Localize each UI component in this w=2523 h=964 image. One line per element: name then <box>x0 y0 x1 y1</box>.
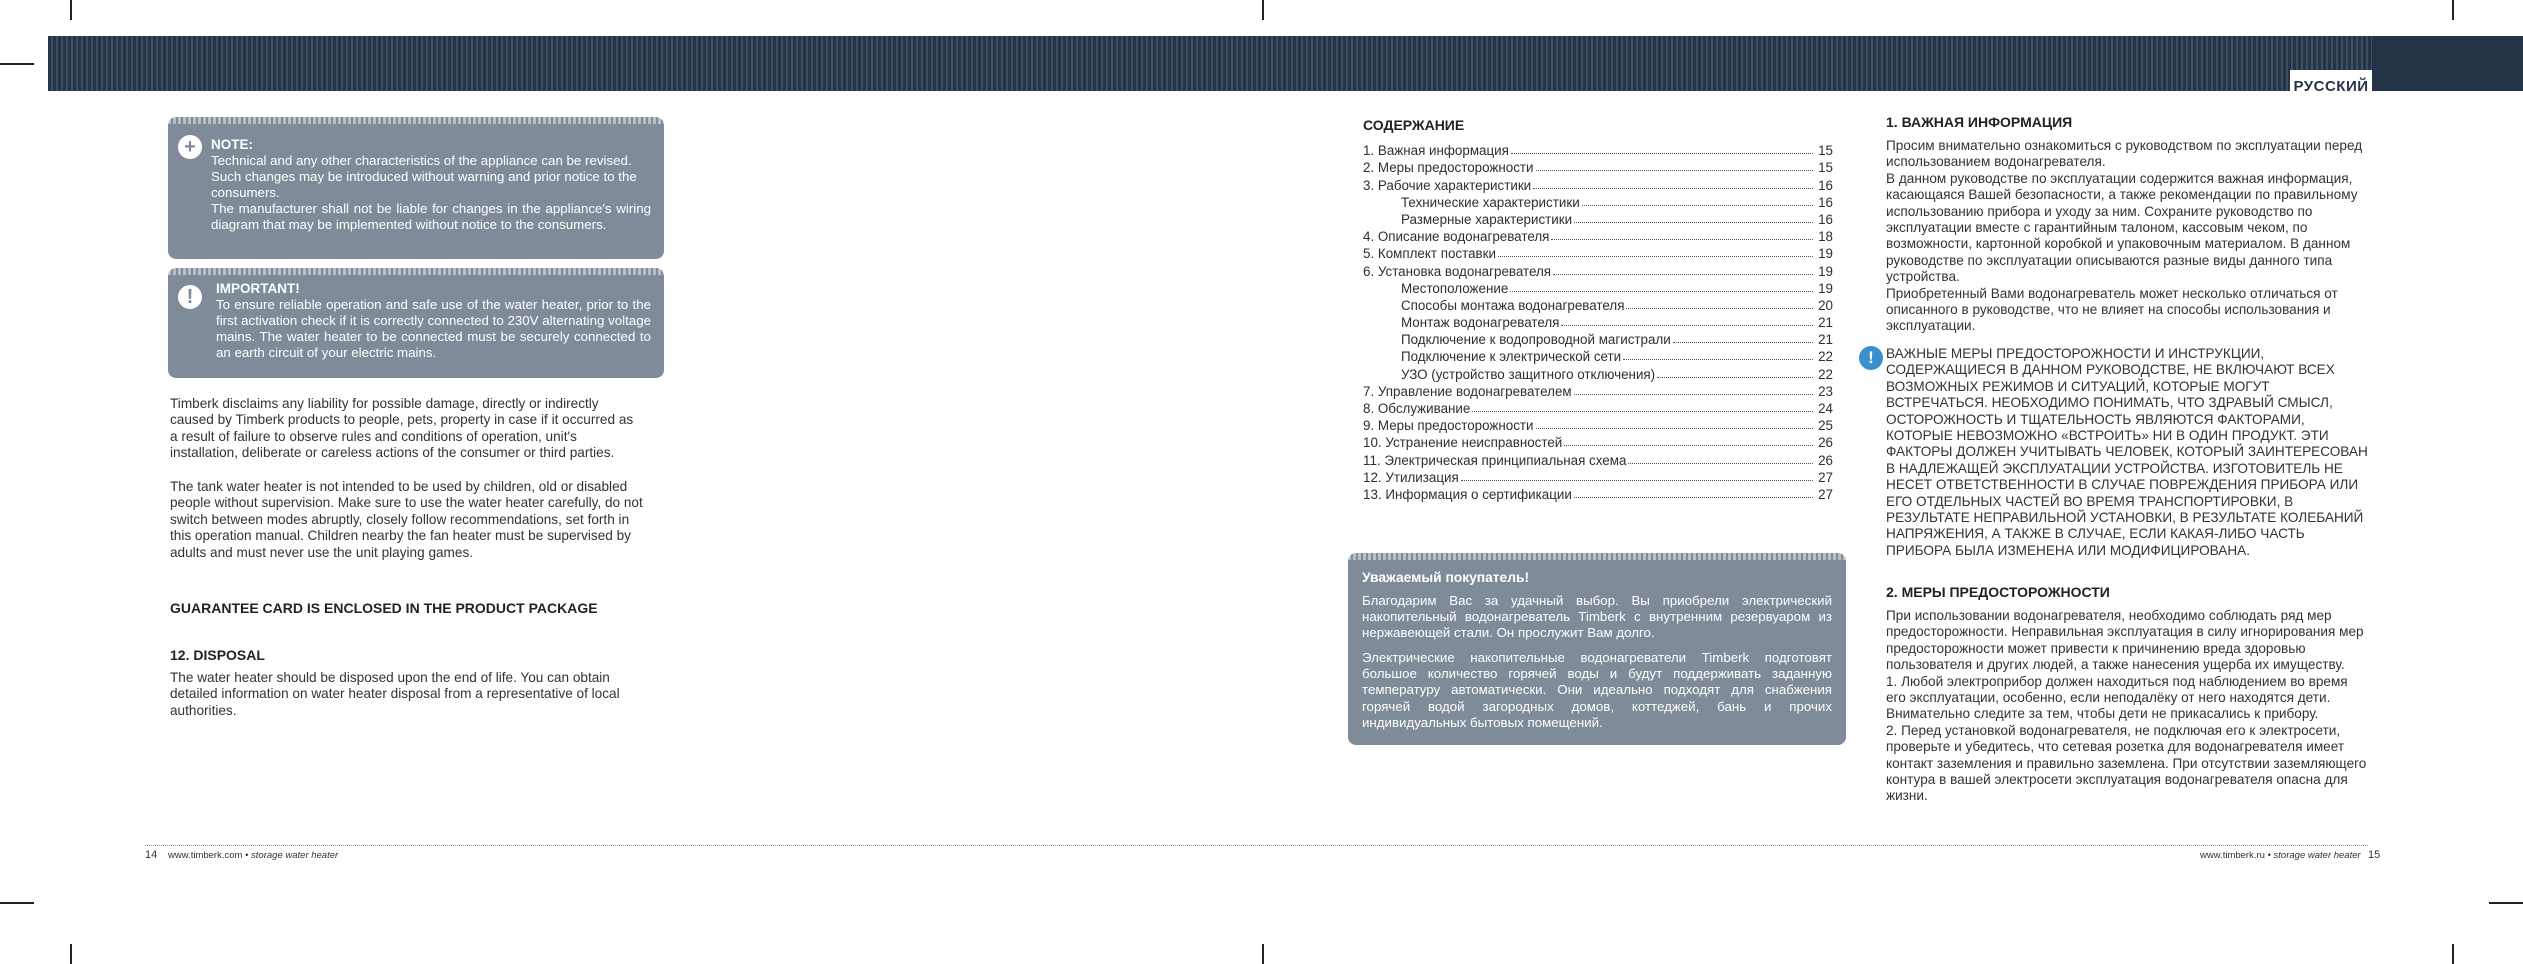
toc-item-label: Технические характеристики <box>1401 194 1580 210</box>
dear-title: Уважаемый покупатель! <box>1362 570 1530 585</box>
section-2-paragraph: При использовании водонагревателя, необходимо соблюдать ряд мер предосторожности. Неправильная эксплуатация в силу игнорирования мер предосторожности может привести к причинению вреда здоровью пользователя и других людей, а также нанесения ущерба их имуществу. <box>1886 608 2364 673</box>
toc-leader-dots <box>1511 153 1813 154</box>
toc-item <box>1363 485 1833 502</box>
toc-leader-dots <box>1536 170 1813 171</box>
toc-item-label: 1. Важная информация <box>1363 143 1509 159</box>
toc-item <box>1363 382 1833 399</box>
toc-item-label: Размерные характеристики <box>1401 211 1573 227</box>
toc-leader-dots <box>1623 359 1813 360</box>
toc-leader-dots <box>1510 291 1813 292</box>
dear-paragraph-2: Электрические накопительные водонагреватели Timberk подготовят большое количество горячей воды и будут поддерживать заданную температуру автоматически. Они идеально подходят для снабжения горячей водой загородных домов, коттеджей, бань и прочих индивидуальных бытовых помещений. <box>1362 650 1832 730</box>
toc-item <box>1363 468 1833 485</box>
note-line: Technical and any other characteristics of the appliance can be revised. <box>211 153 632 168</box>
toc-item <box>1363 261 1833 278</box>
toc-title: СОДЕРЖАНИЕ <box>1363 117 1465 133</box>
section-1-paragraph: В данном руководстве по эксплуатации содержится важная информация, касающаяся Вашей безопасности, а также рекомендации по правильному использованию прибора и уходу за ним. Сохраните руководство по эксплуатации вместе с гарантийным талоном, кассовым чеком, по возможности, картонной коробкой и упаковочным материалом. В данном руководстве по эксплуатации описываются разные виды данного типа устройства. <box>1886 170 2358 285</box>
dear-paragraph-1: Благодарим Вас за удачный выбор. Вы приобрели электрический накопительный водонагреватель Timberk с внутренним резервуаром из нержавеющей стали. Он прослужит Вам долго. <box>1362 593 1832 641</box>
toc-item-label: 10. Устранение неисправностей <box>1363 435 1563 451</box>
toc-leader-dots <box>1657 377 1813 378</box>
toc-item-page: 21 <box>1818 332 1833 348</box>
toc-leader-dots <box>1626 308 1813 309</box>
toc-item <box>1363 158 1833 175</box>
plus-icon: + <box>178 135 202 159</box>
toc-item-label: 12. Утилизация <box>1363 469 1459 485</box>
toc-item-page: 27 <box>1818 486 1833 502</box>
toc-leader-dots <box>1536 428 1813 429</box>
toc-leader-dots <box>1561 325 1813 326</box>
toc-item <box>1363 141 1833 158</box>
toc-leader-dots <box>1673 342 1813 343</box>
toc-item-page: 16 <box>1818 211 1833 227</box>
caps-warning-text: ВАЖНЫЕ МЕРЫ ПРЕДОСТОРОЖНОСТИ И ИНСТРУКЦИИ, СОДЕРЖАЩИЕСЯ В ДАННОМ РУКОВОДСТВЕ, НЕ ВКЛЮЧАЮТ ВСЕХ ВОЗМОЖНЫХ РЕЖИМОВ И СИТУАЦИЙ, КОТОРЫЕ МОГУТ ВСТРЕЧАТЬСЯ. НЕОБХОДИМО ПОНИМАТЬ, ЧТО ЗДРАВЫЙ СМЫСЛ, ОСТОРОЖНОСТЬ И ТЩАТЕЛЬНОСТЬ ЯВЛЯЮТСЯ ФАКТОРАМИ, КОТОРЫЕ НЕВОЗМОЖНО «ВСТРОИТЬ» НИ В ОДИН ПРОДУКТ. ЭТИ ФАКТОРЫ ДОЛЖЕН УЧИТЫВАТЬ ЧЕЛОВЕК, КОТОРЫЙ ЗАИНТЕРЕСОВАН В НАДЛЕЖАЩЕЙ ЭКСПЛУАТАЦИИ УСТРОЙСТВА. ИЗГОТОВИТЕЛЬ НЕ НЕСЕТ ОТВЕТСТВЕННОСТИ В СЛУЧАЕ ПОВРЕЖДЕНИЯ ПРИБОРА ИЛИ ЕГО ОТДЕЛЬНЫХ ЧАСТЕЙ ВО ВРЕМЯ ТРАНСПОРТИРОВКИ, В РЕЗУЛЬТАТЕ НЕПРАВИЛЬНОЙ УСТАНОВКИ, В РЕЗУЛЬТАТЕ КОЛЕБАНИЙ НАПРЯЖЕНИЯ, А ТАКЖЕ В СЛУЧАЕ, ЕСЛИ КАКАЯ-ЛИБО ЧАСТЬ ПРИБОРА БЫЛА ИЗМЕНЕНА ИЛИ МОДИФИЦИРОВАНА. <box>1886 346 2368 558</box>
toc-leader-dots <box>1461 480 1813 481</box>
note-stripe <box>168 117 664 124</box>
dear-customer-box <box>1348 553 1846 745</box>
toc-leader-dots <box>1574 497 1813 498</box>
toc-item-page: 15 <box>1818 160 1833 176</box>
toc-item <box>1363 175 1833 192</box>
toc-item-page: 20 <box>1818 297 1833 313</box>
toc-leader-dots <box>1553 274 1813 275</box>
toc-item-page: 21 <box>1818 315 1833 331</box>
toc-item <box>1363 313 1833 330</box>
toc-leader-dots <box>1564 445 1813 446</box>
toc-item-label: 8. Обслуживание <box>1363 401 1471 416</box>
toc-item <box>1363 364 1833 381</box>
toc-item-page: 25 <box>1818 418 1833 434</box>
crop-mark <box>2452 944 2454 964</box>
toc-item-page: 26 <box>1818 435 1833 451</box>
crop-mark <box>1262 944 1264 964</box>
crop-mark <box>0 902 34 904</box>
footer-sub-left: storage water heater <box>251 850 339 861</box>
toc-item-label: 7. Управление водонагревателем <box>1363 383 1572 399</box>
toc-item <box>1363 227 1833 244</box>
toc-item-label: Местоположение <box>1401 280 1509 296</box>
exclamation-icon: ! <box>178 285 202 309</box>
footer-site-right: www.timberk.ru • <box>2200 850 2271 861</box>
important-text: To ensure reliable operation and safe use of the water heater, prior to the first activation check if it is correctly connected to 230V alternating voltage mains. The water heater to be connected must be securely connected to an earth circuit of your electric mains. <box>216 297 651 360</box>
toc-item-page: 15 <box>1818 143 1833 159</box>
section-1-paragraph: Просим внимательно ознакомиться с руководством по эксплуатации перед использованием водонагревателя. <box>1886 138 2363 170</box>
important-content <box>216 281 651 361</box>
toc-item-page: 19 <box>1818 280 1833 296</box>
important-title: IMPORTANT! <box>216 281 300 296</box>
toc-leader-dots <box>1472 411 1813 412</box>
toc-leader-dots <box>1628 463 1813 464</box>
toc-item-page: 16 <box>1818 194 1833 210</box>
section-2-paragraph: 1. Любой электроприбор должен находиться под наблюдением во время его эксплуатации, особенно, если неподалёку от него находятся дети. Внимательно следите за тем, чтобы дети не прикасались к прибору. <box>1886 673 2348 722</box>
section-2-text <box>1886 608 2370 805</box>
table-of-contents <box>1363 141 1833 502</box>
important-stripe <box>168 268 664 275</box>
crop-mark <box>2489 902 2523 904</box>
disposal-heading: 12. DISPOSAL <box>170 647 265 663</box>
section-2-heading: 2. МЕРЫ ПРЕДОСТОРОЖНОСТИ <box>1886 584 2110 600</box>
toc-item <box>1363 193 1833 210</box>
toc-item-label: 13. Информация о сертификации <box>1363 486 1572 502</box>
guarantee-heading: GUARANTEE CARD IS ENCLOSED IN THE PRODUCT PACKAGE <box>170 600 598 616</box>
header-band <box>48 36 2523 91</box>
crop-mark <box>70 0 72 20</box>
toc-item-label: 2. Меры предосторожности <box>1363 160 1534 176</box>
toc-leader-dots <box>1574 222 1813 223</box>
section-1-text <box>1886 138 2370 335</box>
toc-item <box>1363 244 1833 261</box>
footer-right <box>2200 850 2361 861</box>
toc-item-page: 18 <box>1818 229 1833 245</box>
header-band-solid <box>2372 36 2523 91</box>
footer-left <box>168 850 338 861</box>
toc-item <box>1363 416 1833 433</box>
section-2-paragraph: 2. Перед установкой водонагревателя, не подключая его к электросети, проверьте и убедитесь, что сетевая розетка для водонагревателя имеет контакт заземления и правильно заземлена. При отсутствии заземляющего контура в вашей электросети эксплуатация водонагревателя опасна для жизни. <box>1886 722 2367 804</box>
language-tab: РУССКИЙ <box>2290 70 2372 102</box>
toc-item <box>1363 450 1833 467</box>
section-1-paragraph: Приобретенный Вами водонагреватель может несколько отличаться от описанного в руководстве, что не влияет на способы использования и эксплуатации. <box>1886 285 2338 334</box>
note-line: The manufacturer shall not be liable for changes in the appliance's wiring diagram that may be implemented without notice to the consumers. <box>211 201 651 232</box>
children-text: The tank water heater is not intended to be used by children, old or disabled people without supervision. Make sure to use the water heater carefully, do not switch between modes abruptly, closely follow recommendations, set forth in this operation manual. Children nearby the fan heater must be supervised by adults and must never use the unit playing games. <box>170 479 643 560</box>
toc-item-page: 24 <box>1818 401 1833 416</box>
toc-item-page: 27 <box>1818 469 1833 485</box>
important-box <box>168 268 664 378</box>
note-title: NOTE: <box>211 137 253 152</box>
toc-item <box>1363 210 1833 227</box>
toc-item-label: 4. Описание водонагревателя <box>1363 229 1550 245</box>
toc-item-label: 5. Комплект поставки <box>1363 246 1496 262</box>
toc-item-label: 11. Электрическая принципиальная схема <box>1363 452 1627 468</box>
toc-item-label: Монтаж водонагревателя <box>1401 315 1560 331</box>
toc-item-label: УЗО (устройство защитного отключения) <box>1401 366 1656 382</box>
toc-leader-dots <box>1582 205 1813 206</box>
toc-leader-dots <box>1498 256 1813 257</box>
toc-leader-dots <box>1551 239 1813 240</box>
footer-dotted-line <box>145 845 2368 846</box>
dear-stripe <box>1348 553 1846 560</box>
crop-mark <box>1262 0 1264 20</box>
toc-item-page: 26 <box>1818 452 1833 468</box>
note-box <box>168 117 664 259</box>
page-number-left: 14 <box>145 849 158 861</box>
note-content <box>211 137 651 233</box>
toc-leader-dots <box>1533 188 1813 189</box>
toc-item <box>1363 279 1833 296</box>
warning-icon: ! <box>1859 346 1883 370</box>
toc-item-page: 19 <box>1818 246 1833 262</box>
page-number-right: 15 <box>2368 849 2381 861</box>
footer-site-left: www.timberk.com • <box>168 850 249 861</box>
toc-item-page: 19 <box>1818 263 1833 279</box>
toc-item-page: 22 <box>1818 349 1833 365</box>
toc-item-label: 9. Меры предосторожности <box>1363 418 1534 434</box>
toc-item-page: 22 <box>1818 366 1833 382</box>
section-1-heading: 1. ВАЖНАЯ ИНФОРМАЦИЯ <box>1886 114 2073 130</box>
crop-mark <box>0 63 34 65</box>
disclaimer-text: Timberk disclaims any liability for possible damage, directly or indirectly caused by Timberk products to people, pets, property in case if it occurred as a result of failure to observe rules and conditions of operation, unit's installation, deliberate or careless actions of the consumer or third parties. <box>170 396 634 461</box>
toc-item-page: 23 <box>1818 383 1833 399</box>
toc-leader-dots <box>1574 394 1813 395</box>
footer-sub-right: storage water heater <box>2273 850 2361 861</box>
toc-item <box>1363 330 1833 347</box>
toc-item <box>1363 399 1833 416</box>
toc-item-label: Подключение к водопроводной магистрали <box>1401 332 1671 348</box>
note-line: Such changes may be introduced without warning and prior notice to the consumers. <box>211 169 637 200</box>
toc-item <box>1363 347 1833 364</box>
toc-item-label: Способы монтажа водонагревателя <box>1401 297 1625 313</box>
toc-item-page: 16 <box>1818 177 1833 193</box>
toc-item-label: Подключение к электрической сети <box>1401 349 1622 365</box>
toc-item-label: 3. Рабочие характеристики <box>1363 177 1532 193</box>
crop-mark <box>2452 0 2454 20</box>
disposal-text: The water heater should be disposed upon the end of life. You can obtain detailed information on water heater disposal from a representative of local authorities. <box>170 670 620 718</box>
toc-item <box>1363 433 1833 450</box>
crop-mark <box>70 944 72 964</box>
toc-item <box>1363 296 1833 313</box>
toc-item-label: 6. Установка водонагревателя <box>1363 263 1552 279</box>
